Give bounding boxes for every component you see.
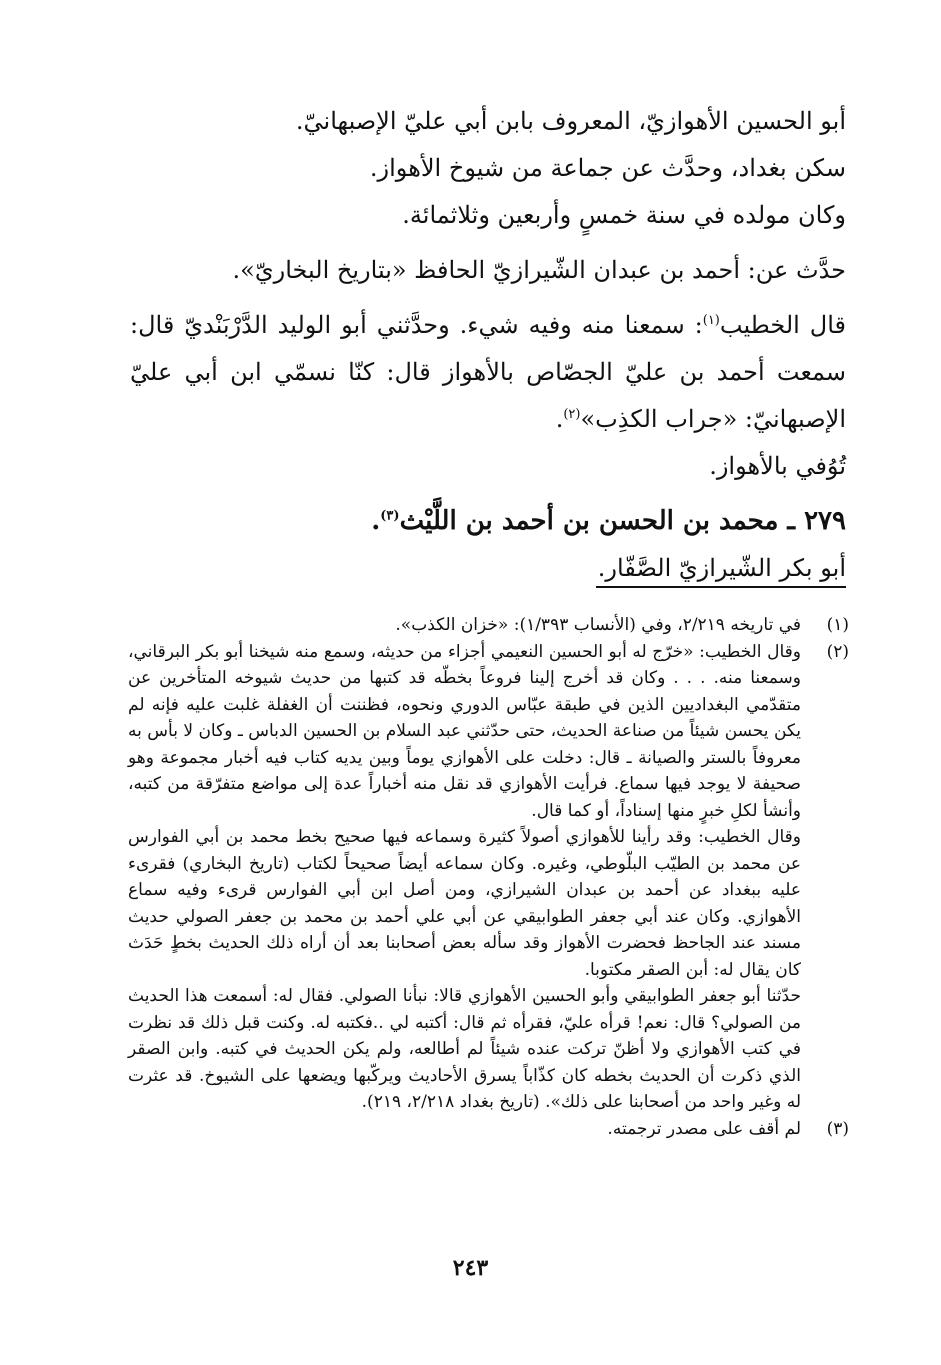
page-number: ٢٤٣	[452, 1255, 489, 1281]
text-paragraph	[130, 302, 846, 443]
footnote-2	[128, 639, 849, 1116]
footnote-number: (٢)	[826, 641, 849, 662]
footnote-paragraph: في تاريخه ٢/٢١٩، وفي (الأنساب ١/٣٩٣): «خزان الكذب».	[395, 615, 801, 635]
footnote-marker: (١)	[702, 313, 720, 328]
footnote-body	[128, 639, 801, 1116]
entry-title: ٢٧٩ ـ محمد بن الحسن بن أحمد بن اللَّيْث	[399, 506, 846, 536]
footnote-3	[128, 1116, 849, 1143]
text-fragment: .	[371, 506, 381, 536]
text-line: سكن بغداد، وحدَّث عن جماعة من شيوخ الأهواز.	[369, 154, 846, 182]
footnote-separator	[596, 586, 846, 588]
footnote-paragraph: لم أقف على مصدر ترجمته.	[607, 1118, 801, 1139]
footnote-paragraph: وقال الخطيب: «خرّج له أبو الحسين النعيمي أجزاء من حديثه، وسمع منه شيخنا أبو بكر البرقاني، وسمعنا منه. . . . وكان قد أخرج إلينا فروعاً بخطّه قد كتبها من حديث شيوخه المتأخرين عن متقدّمي البغداديين الذين في طبقة عبّاس الدوري ونحوه، فظننت أن الغفلة غلبت عليه فإنه لم يكن يحسن شيئاً من صناعة الحديث، حتى حدّثني عبد السلام بن الحسين الدباس ـ وكان لا بأس به معروفاً بالستر والصيانة ـ قال: دخلت على الأهوازي يوماً وبين يديه كتاب فيه أخبار مجموعة وهو صحيفة لا يوجد فيها سماع. فرأيت الأهوازي قد نقل منه أخباراً عدة إلى مواضع متفرّقة من كتبه، وأنشأ لكلِ خبرٍ منها إسناداً، أو كما قال.	[128, 641, 802, 821]
main-text	[130, 98, 846, 592]
text-line: أبو بكر الشّيرازيّ الصَّفّار.	[597, 554, 846, 582]
text-line: حدَّث عن: أحمد بن عبدان الشّيرازيّ الحافظ «بتاريخ البخاريّ».	[232, 256, 846, 284]
footnote-body	[128, 612, 801, 639]
footnotes	[128, 612, 849, 1142]
footnote-1	[128, 612, 849, 639]
text-fragment: .	[555, 405, 564, 433]
footnote-marker: (٣)	[380, 508, 400, 524]
footnote-paragraph: وقال الخطيب: وقد رأينا للأهوازي أصولاً كثيرة وسماعه فيها صحيح بخط محمد بن أبي الفوارس عن محمد بن الطيّب البلّوطي، وغيره. وكان سماعه أيضاً صحيحاً لكتاب (تاريخ البخاري) فقرىء عليه ببغداد عن أحمد بن عبدان الشيرازي، ومن أصل ابن أبي الفوارس قرىء وفيه سماع الأهوازي. وكان عند أبي جعفر الطوابيقي عن أبي علي أحمد بن محمد بن جعفر الصولي حديث مسند عند الجاحظ فحضرت الأهواز وقد سأله بعض أصحابنا بعد أن أراه ذلك الحديث بخطٍ حَدَث كان يقال له: أبن الصقر مكتوبا.	[128, 827, 801, 980]
text-fragment: قال الخطيب	[719, 311, 846, 339]
footnote-body	[128, 1116, 801, 1143]
footnote-paragraph: حدّثنا أبو جعفر الطوابيقي وأبو الحسين الأهوازي قالا: نبأنا الصولي. فقال له: أسمعت هذا الحديث من الصولي؟ قال: نعم! قرأه عليّ، فقرأه ثم قال: أكتبه لي ..فكتبه له. وكنت قبل ذلك قد نظرت في كتب الأهوازي ولا أظنّ تركت عنده شيئاً لم أطالعه، ولم يكن الحديث في كتبه. وابن الصقر الذي ذكرت أن الحديث بخطه كان كذّاباً يسرق الأحاديث ويركّبها ويضعها على الشيوخ. قد عثرت له وغير واحد من أصحابنا على ذلك». (تاريخ بغداد ٢/٢١٨، ٢١٩).	[128, 986, 801, 1112]
text-line: وكان مولده في سنة خمسٍ وأربعين وثلاثمائة.	[402, 201, 846, 229]
text-fragment: : سمعنا منه وفيه شيء. وحدَّثني أبو الوليد الدَّرْبَنْديّ قال: سمعت أحمد بن عليّ الجصّاص بالأهواز قال: كنّا نسمّي ابن أبي عليّ الإصبهانيّ: «جراب الكذِب»	[130, 311, 846, 433]
footnote-marker: (٢)	[563, 407, 581, 422]
footnote-number: (١)	[826, 615, 849, 635]
entry-heading	[130, 498, 846, 545]
text-line: تُوُفي بالأهواز.	[709, 452, 846, 480]
text-line: أبو الحسين الأهوازيّ، المعروف بابن أبي عليّ الإصبهانيّ.	[295, 107, 846, 135]
footnote-number: (٣)	[826, 1118, 849, 1139]
